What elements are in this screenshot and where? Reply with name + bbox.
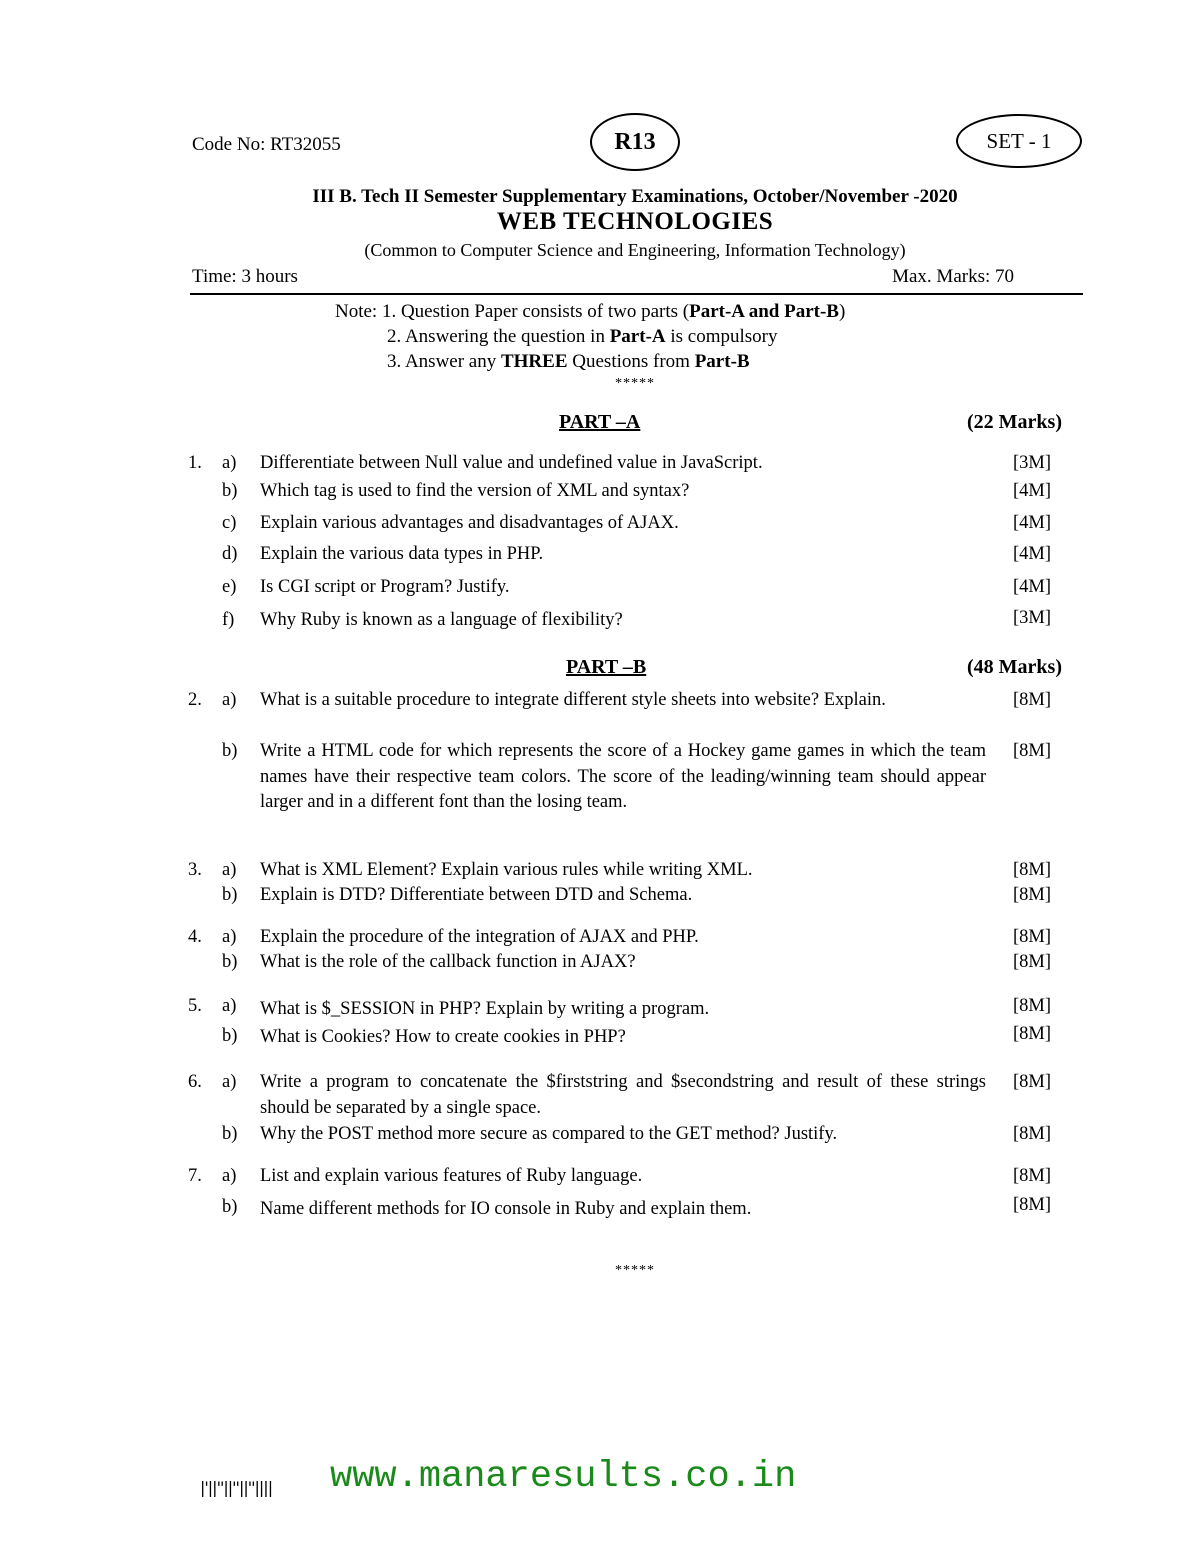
note-line-3: 3. Answer any THREE Questions from Part-B	[387, 351, 750, 372]
sub-label: a)	[222, 860, 237, 880]
set-badge	[956, 114, 1082, 168]
question-marks: [8M]	[1013, 1124, 1052, 1144]
question-text: What is the role of the callback function in AJAX?	[260, 952, 636, 972]
question-text: Explain is DTD? Differentiate between DTD and Schema.	[260, 885, 693, 905]
sub-label: b)	[222, 885, 238, 905]
part-b-marks: (48 Marks)	[967, 656, 1062, 678]
sub-label: d)	[222, 544, 238, 564]
sub-label: b)	[222, 1197, 238, 1217]
end-stars: *****	[615, 1263, 655, 1278]
question-number: 2.	[188, 690, 202, 710]
exam-title: III B. Tech II Semester Supplementary Examinations, October/November -2020	[312, 186, 958, 207]
regulation-label: R13	[614, 128, 656, 155]
question-marks: [8M]	[1013, 860, 1052, 880]
sub-label: e)	[222, 577, 237, 597]
question-text: What is Cookies? How to create cookies in PHP?	[260, 1027, 626, 1047]
question-marks: [8M]	[1013, 885, 1052, 905]
sub-label: a)	[222, 1166, 237, 1186]
sub-label: c)	[222, 513, 237, 533]
question-text: List and explain various features of Ruby language.	[260, 1166, 643, 1186]
question-text: What is $_SESSION in PHP? Explain by writing a program.	[260, 999, 710, 1019]
question-text: Why the POST method more secure as compared to the GET method? Justify.	[260, 1124, 838, 1144]
regulation-badge	[590, 113, 680, 171]
sub-label: a)	[222, 996, 237, 1016]
code-number: Code No: RT32055	[192, 134, 341, 155]
sub-label: b)	[222, 1026, 238, 1046]
question-number: 1.	[188, 453, 202, 473]
time-allowed: Time: 3 hours	[192, 266, 298, 287]
sub-label: a)	[222, 927, 237, 947]
barcode-icon: |'||''||''||''||||	[200, 1478, 273, 1497]
question-marks: [8M]	[1013, 690, 1052, 710]
question-marks: [8M]	[1013, 996, 1052, 1016]
question-text: Explain various advantages and disadvantages of AJAX.	[260, 513, 679, 533]
note-line-2: 2. Answering the question in Part-A is compulsory	[387, 326, 778, 347]
sub-label: b)	[222, 481, 238, 501]
header-divider	[190, 293, 1083, 295]
question-text: Which tag is used to find the version of XML and syntax?	[260, 481, 690, 501]
website-url: www.manaresults.co.in	[330, 1456, 797, 1498]
common-to-line: (Common to Computer Science and Engineering, Information Technology)	[364, 240, 906, 260]
note-line-1: Note: 1. Question Paper consists of two parts (Part-A and Part-B)	[335, 301, 846, 322]
sub-label: f)	[222, 610, 235, 630]
question-text: Write a HTML code for which represents the score of a Hockey game games in which the team names have their respective team colors. The score of the leading/winning team should appear larger and in a different font than the losing team.	[260, 741, 986, 812]
sub-label: b)	[222, 952, 238, 972]
sub-label: a)	[222, 690, 237, 710]
sub-label: a)	[222, 453, 237, 473]
question-number: 5.	[188, 996, 202, 1016]
question-text: Differentiate between Null value and undefined value in JavaScript.	[260, 453, 763, 473]
question-text: Why Ruby is known as a language of flexibility?	[260, 610, 623, 630]
question-marks: [8M]	[1013, 1072, 1052, 1092]
sub-label: b)	[222, 741, 238, 761]
sub-label: a)	[222, 1072, 237, 1092]
part-a-marks: (22 Marks)	[967, 411, 1062, 433]
question-marks: [8M]	[1013, 1195, 1052, 1215]
note-stars: *****	[615, 376, 655, 391]
question-text: Write a program to concatenate the $firststring and $secondstring and result of these strings should be separated by a single space.	[260, 1072, 986, 1118]
question-number: 3.	[188, 860, 202, 880]
sub-label: b)	[222, 1124, 238, 1144]
part-a-title: PART –A	[559, 411, 641, 433]
question-marks: [4M]	[1013, 544, 1052, 564]
subject-title: WEB TECHNOLOGIES	[496, 208, 774, 235]
question-text: Explain the various data types in PHP.	[260, 544, 544, 564]
question-marks: [8M]	[1013, 952, 1052, 972]
question-text: What is XML Element? Explain various rules while writing XML.	[260, 860, 753, 880]
question-marks: [4M]	[1013, 481, 1052, 501]
instructions-note	[335, 299, 845, 374]
question-marks: [3M]	[1013, 608, 1052, 628]
question-marks: [8M]	[1013, 927, 1052, 947]
question-number: 7.	[188, 1166, 202, 1186]
question-text: Explain the procedure of the integration of AJAX and PHP.	[260, 927, 699, 947]
set-label: SET - 1	[986, 128, 1052, 153]
part-b-title: PART –B	[566, 656, 647, 678]
question-marks: [4M]	[1013, 513, 1052, 533]
question-text: Name different methods for IO console in Ruby and explain them.	[260, 1199, 752, 1219]
question-number: 4.	[188, 927, 202, 947]
question-marks: [4M]	[1013, 577, 1052, 597]
question-number: 6.	[188, 1072, 202, 1092]
question-marks: [8M]	[1013, 1166, 1052, 1186]
question-marks: [8M]	[1013, 1024, 1052, 1044]
question-marks: [8M]	[1013, 741, 1052, 761]
max-marks: Max. Marks: 70	[892, 266, 1014, 287]
question-marks: [3M]	[1013, 453, 1052, 473]
question-text: Is CGI script or Program? Justify.	[260, 577, 510, 597]
question-text: What is a suitable procedure to integrate different style sheets into website? Explain.	[260, 690, 886, 710]
